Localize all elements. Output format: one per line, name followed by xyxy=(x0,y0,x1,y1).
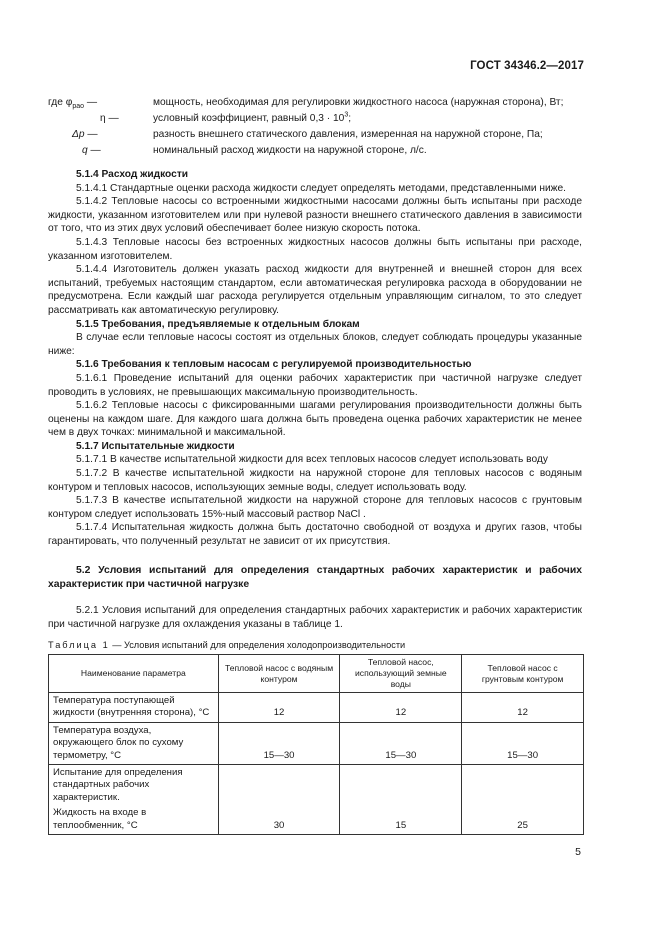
value-cell: 30 xyxy=(218,765,340,835)
section-heading: 5.2 Условия испытаний для определения стандартных рабочих характеристик и рабочих характеристик при частичной нагрузке xyxy=(48,565,582,590)
value-cell: 12 xyxy=(218,693,340,723)
paragraph: 5.1.6.1 Проведение испытаний для оценки рабочих характеристик при частичной нагрузке следует проводить в условиях, не превышающих максимальную производительность. xyxy=(48,372,582,398)
paragraph: 5.1.4.3 Тепловые насосы без встроенных жидкостных насосов должны быть испытаны при расходе, указанном изготовителем. xyxy=(48,236,582,262)
value-cell: 15—30 xyxy=(218,722,340,764)
table-caption xyxy=(48,640,405,650)
definition-symbol: η xyxy=(100,113,106,124)
conditions-table xyxy=(48,654,584,835)
section-5-1 xyxy=(48,168,582,549)
definition-symbol: q xyxy=(82,145,88,156)
definition-prefix: где xyxy=(48,97,63,108)
subsection-heading: 5.1.6 Требования к тепловым насосам с регулируемой производительностью xyxy=(76,359,472,371)
definition-subscript: pao xyxy=(72,103,85,111)
definition-symbol: φ xyxy=(65,97,73,108)
document-id: ГОСТ 34346.2—2017 xyxy=(470,60,584,72)
param-cell: Температура поступающей жидкости (внутренняя сторона), °С xyxy=(49,693,219,723)
definition-text: номинальный расход жидкости на наружной стороне, л/с. xyxy=(153,145,427,156)
definition-dash: — xyxy=(108,113,119,124)
paragraph: В случае если тепловые насосы состоят из отдельных блоков, следует соблюдать процедуры указанные ниже: xyxy=(48,332,582,357)
definition-superscript: 3 xyxy=(344,111,349,119)
table-header-cell: Наименование параметра xyxy=(49,655,219,693)
table-row xyxy=(49,765,584,835)
table-header-cell: Тепловой насос, использующий земные воды xyxy=(340,655,462,693)
paragraph: 5.1.4.4 Изготовитель должен указать расход жидкости для внутренней и внешней сторон для всех испытаний, требуемых настоящим стандартом, если автоматическая регулировка расхода в оборудовании не предусмотрена. Если каждый шаг расхода регулируется отдельным управляющим сигналом, то это следует рассматривать как автоматическую регулировку. xyxy=(48,264,582,316)
table-caption-text: — Условия испытаний для определения холодопроизводительности xyxy=(112,640,406,650)
table-header-cell: Тепловой насос с грунтовым контуром xyxy=(462,655,584,693)
paragraph: 5.1.4.1 Стандартные оценки расхода жидкости следует определять методами, представленными ниже. xyxy=(76,182,566,194)
param-text: Испытание для определения стандартных рабочих характеристик. xyxy=(53,767,183,803)
table-caption-label: Таблица 1 xyxy=(48,640,110,650)
definition-text: условный коэффициент, равный 0,3 · 10 xyxy=(153,113,345,124)
definition-row xyxy=(48,112,588,128)
value-cell: 12 xyxy=(462,693,584,723)
paragraph: 5.1.7.2 В качестве испытательной жидкости на наружной стороне для тепловых насосов с водяным контуром и тепловых насосов, использующих земные воды, следует использовать воду. xyxy=(48,468,582,493)
table-header-row xyxy=(49,655,584,693)
paragraph: 5.1.4.2 Тепловые насосы со встроенными жидкостными насосами должны быть испытаны при расходе жидкости, указанном изготовителем или при нулевой разности внешнего статического давления в зависимости от того, что из этих двух условий обеспечивает более низкую скорость потока. xyxy=(48,196,582,235)
value-cell: 15—30 xyxy=(340,722,462,764)
definition-tail: ; xyxy=(348,113,352,124)
paragraph: 5.1.7.3 В качестве испытательной жидкости на наружной стороне для тепловых насосов с грунтовым контуром следует использовать 15%-ный массовый раствор NaCl . xyxy=(48,495,582,520)
param-cell xyxy=(49,765,219,835)
definition-dash: — xyxy=(86,97,98,108)
value-cell: 25 xyxy=(462,765,584,835)
definition-text: мощность, необходимая для регулировки жидкостного насоса (наружная сторона), Вт; xyxy=(153,97,564,108)
formula-definitions xyxy=(48,96,588,160)
definition-symbol: Δp xyxy=(72,129,85,140)
definition-dash: — xyxy=(87,129,98,140)
page-number: 5 xyxy=(575,846,581,858)
subsection-heading: 5.1.4 Расход жидкости xyxy=(76,169,189,180)
subsection-heading: 5.1.7 Испытательные жидкости xyxy=(76,440,235,452)
section-5-2 xyxy=(48,564,582,631)
definition-text: разность внешнего статического давления, измеренная на наружной стороне, Па; xyxy=(153,129,543,140)
table-row xyxy=(49,722,584,764)
paragraph: 5.1.7.1 В качестве испытательной жидкости для всех тепловых насосов следует использовать воду xyxy=(76,454,548,466)
subsection-heading: 5.1.5 Требования, предъявляемые к отдельным блокам xyxy=(76,318,360,330)
definition-dash: — xyxy=(90,145,101,156)
paragraph: 5.1.7.4 Испытательная жидкость должна быть достаточно свободной от воздуха и других газов, чтобы гарантировать, что полученный результат не зависит от их присутствия. xyxy=(48,522,582,548)
param-text: Жидкость на входе в теплообменник, °С xyxy=(53,807,147,831)
table-row xyxy=(49,693,584,723)
value-cell: 15 xyxy=(340,765,462,835)
definition-row xyxy=(48,128,588,144)
paragraph: 5.1.6.2 Тепловые насосы с фиксированными шагами регулирования производительности должны быть оценены на каждом шаге. Для каждого шага должна быть проведена оценка рабочих характеристик не менее чем в двух точках: минимальной и максимальной. xyxy=(48,400,582,439)
paragraph: 5.2.1 Условия испытаний для определения стандартных рабочих характеристик и рабочих характеристик при частичной нагрузке для охлаждения указаны в таблице 1. xyxy=(48,605,582,630)
value-cell: 12 xyxy=(340,693,462,723)
table-header-cell: Тепловой насос с водяным контуром xyxy=(218,655,340,693)
definition-row xyxy=(48,96,588,112)
definition-row xyxy=(48,144,588,160)
param-cell: Температура воздуха, окружающего блок по сухому термометру, °С xyxy=(49,722,219,764)
value-cell: 15—30 xyxy=(462,722,584,764)
